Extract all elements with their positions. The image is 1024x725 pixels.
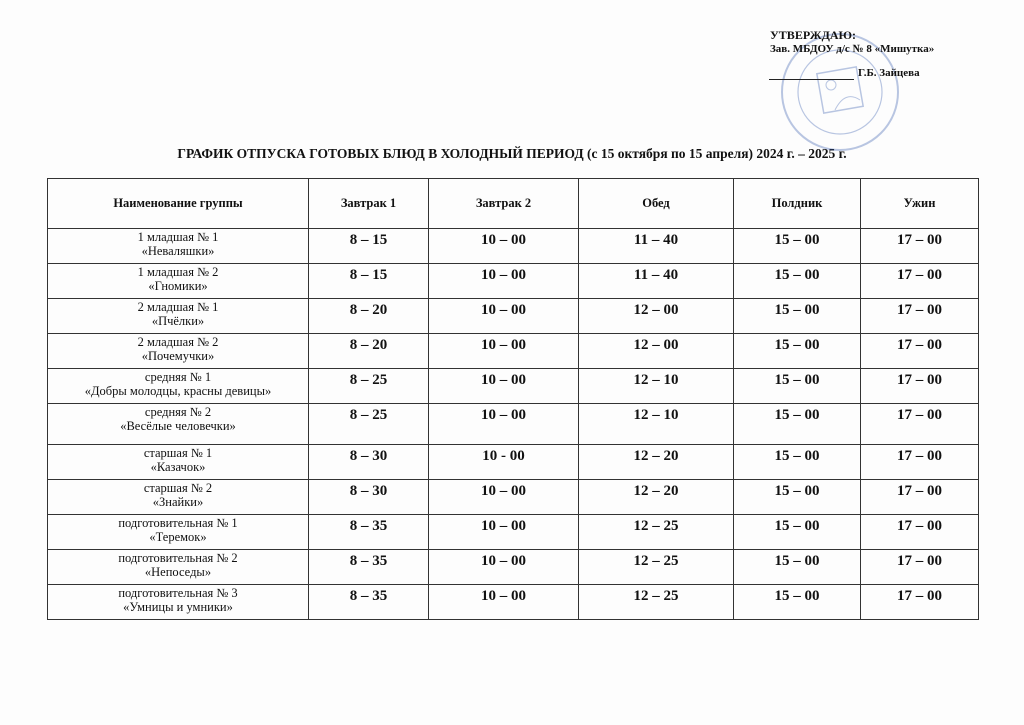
meal-time-cell: 15 – 00: [734, 229, 861, 264]
meal-time-cell: 11 – 40: [579, 264, 734, 299]
signature-line: [769, 79, 854, 80]
meal-time-cell: 8 – 20: [309, 299, 429, 334]
approval-position: Зав. МБДОУ д/с № 8 «Мишутка»: [770, 43, 935, 55]
group-name-cell: [48, 334, 309, 369]
meal-time-cell: 12 – 25: [579, 550, 734, 585]
group-name-cell: [48, 515, 309, 550]
meal-time-cell: 10 – 00: [429, 585, 579, 620]
group-nickname: «Весёлые человечки»: [120, 419, 236, 433]
meal-time-cell: 11 – 40: [579, 229, 734, 264]
table-row: [48, 480, 979, 515]
group-label: подготовительная № 1: [118, 516, 238, 530]
meal-time-cell: 10 – 00: [429, 480, 579, 515]
meal-time-cell: 17 – 00: [861, 515, 979, 550]
meal-time-cell: 17 – 00: [861, 480, 979, 515]
table-row: [48, 445, 979, 480]
meal-time-cell: 10 – 00: [429, 404, 579, 445]
table-row: [48, 550, 979, 585]
meal-time-cell: 15 – 00: [734, 264, 861, 299]
meal-time-cell: 17 – 00: [861, 585, 979, 620]
meal-time-cell: 15 – 00: [734, 550, 861, 585]
table-row: [48, 334, 979, 369]
meal-time-cell: 15 – 00: [734, 480, 861, 515]
meal-time-cell: 8 – 25: [309, 404, 429, 445]
column-header: Завтрак 1: [309, 179, 429, 229]
group-label: 2 младшая № 2: [137, 335, 219, 349]
approval-heading: УТВЕРЖДАЮ:: [770, 28, 857, 42]
meal-time-cell: 8 – 15: [309, 264, 429, 299]
column-header: Наименование группы: [48, 179, 309, 229]
group-label: подготовительная № 3: [118, 586, 238, 600]
meal-time-cell: 17 – 00: [861, 229, 979, 264]
meal-time-cell: 8 – 35: [309, 585, 429, 620]
group-nickname: «Добры молодцы, красны девицы»: [84, 384, 272, 398]
meal-time-cell: 10 – 00: [429, 334, 579, 369]
meal-schedule-table: [47, 178, 979, 620]
group-label: средняя № 2: [144, 405, 212, 419]
group-label: 1 младшая № 2: [137, 265, 219, 279]
meal-time-cell: 17 – 00: [861, 334, 979, 369]
meal-time-cell: 10 – 00: [429, 369, 579, 404]
group-name-cell: [48, 299, 309, 334]
meal-time-cell: 8 – 30: [309, 445, 429, 480]
meal-time-cell: 10 – 00: [429, 515, 579, 550]
meal-time-cell: 15 – 00: [734, 445, 861, 480]
meal-time-cell: 10 – 00: [429, 550, 579, 585]
group-name-cell: [48, 585, 309, 620]
column-header: Обед: [579, 179, 734, 229]
group-nickname: «Неваляшки»: [141, 244, 215, 258]
group-nickname: «Гномики»: [148, 279, 208, 293]
group-name-cell: [48, 369, 309, 404]
meal-time-cell: 10 – 00: [429, 264, 579, 299]
meal-time-cell: 8 – 25: [309, 369, 429, 404]
group-nickname: «Непоседы»: [144, 565, 212, 579]
meal-time-cell: 8 – 15: [309, 229, 429, 264]
group-nickname: «Знайки»: [152, 495, 204, 509]
meal-time-cell: 15 – 00: [734, 299, 861, 334]
group-name-cell: [48, 264, 309, 299]
meal-time-cell: 12 – 00: [579, 299, 734, 334]
table-row: [48, 585, 979, 620]
meal-time-cell: 12 – 10: [579, 404, 734, 445]
meal-time-cell: 17 – 00: [861, 550, 979, 585]
group-nickname: «Теремок»: [149, 530, 207, 544]
table-row: [48, 264, 979, 299]
meal-time-cell: 12 – 25: [579, 515, 734, 550]
meal-time-cell: 12 – 20: [579, 480, 734, 515]
table-row: [48, 404, 979, 445]
group-label: средняя № 1: [144, 370, 212, 384]
meal-time-cell: 17 – 00: [861, 264, 979, 299]
meal-time-cell: 10 - 00: [429, 445, 579, 480]
meal-time-cell: 17 – 00: [861, 299, 979, 334]
meal-time-cell: 8 – 35: [309, 515, 429, 550]
group-nickname: «Умницы и умники»: [123, 600, 233, 614]
group-nickname: «Казачок»: [150, 460, 206, 474]
meal-time-cell: 15 – 00: [734, 585, 861, 620]
group-nickname: «Почемучки»: [141, 349, 215, 363]
group-label: 2 младшая № 1: [137, 300, 219, 314]
table-row: [48, 369, 979, 404]
approval-block: [770, 28, 934, 80]
approval-signer: Г.Б. Зайцева: [858, 67, 920, 79]
group-name-cell: [48, 550, 309, 585]
meal-time-cell: 15 – 00: [734, 334, 861, 369]
document-title: ГРАФИК ОТПУСКА ГОТОВЫХ БЛЮД В ХОЛОДНЫЙ ПЕРИОД (с 15 октября по 15 апреля) 2024 г. – 2025 г.: [177, 146, 847, 161]
meal-time-cell: 10 – 00: [429, 229, 579, 264]
meal-time-cell: 12 – 25: [579, 585, 734, 620]
meal-time-cell: 12 – 20: [579, 445, 734, 480]
column-header: Завтрак 2: [429, 179, 579, 229]
group-name-cell: [48, 229, 309, 264]
meal-time-cell: 17 – 00: [861, 404, 979, 445]
meal-time-cell: 15 – 00: [734, 369, 861, 404]
group-label: 1 младшая № 1: [137, 230, 219, 244]
meal-time-cell: 17 – 00: [861, 369, 979, 404]
meal-time-cell: 15 – 00: [734, 515, 861, 550]
group-nickname: «Пчёлки»: [151, 314, 205, 328]
meal-time-cell: 8 – 30: [309, 480, 429, 515]
meal-time-cell: 12 – 00: [579, 334, 734, 369]
meal-time-cell: 8 – 20: [309, 334, 429, 369]
column-header: Полдник: [734, 179, 861, 229]
group-label: старшая № 1: [143, 446, 213, 460]
group-label: подготовительная № 2: [118, 551, 238, 565]
group-label: старшая № 2: [143, 481, 213, 495]
table-row: [48, 299, 979, 334]
column-header: Ужин: [861, 179, 979, 229]
table-row: [48, 515, 979, 550]
meal-time-cell: 17 – 00: [861, 445, 979, 480]
meal-time-cell: 15 – 00: [734, 404, 861, 445]
table-row: [48, 229, 979, 264]
meal-time-cell: 12 – 10: [579, 369, 734, 404]
meal-time-cell: 8 – 35: [309, 550, 429, 585]
group-name-cell: [48, 404, 309, 445]
meal-time-cell: 10 – 00: [429, 299, 579, 334]
group-name-cell: [48, 445, 309, 480]
group-name-cell: [48, 480, 309, 515]
